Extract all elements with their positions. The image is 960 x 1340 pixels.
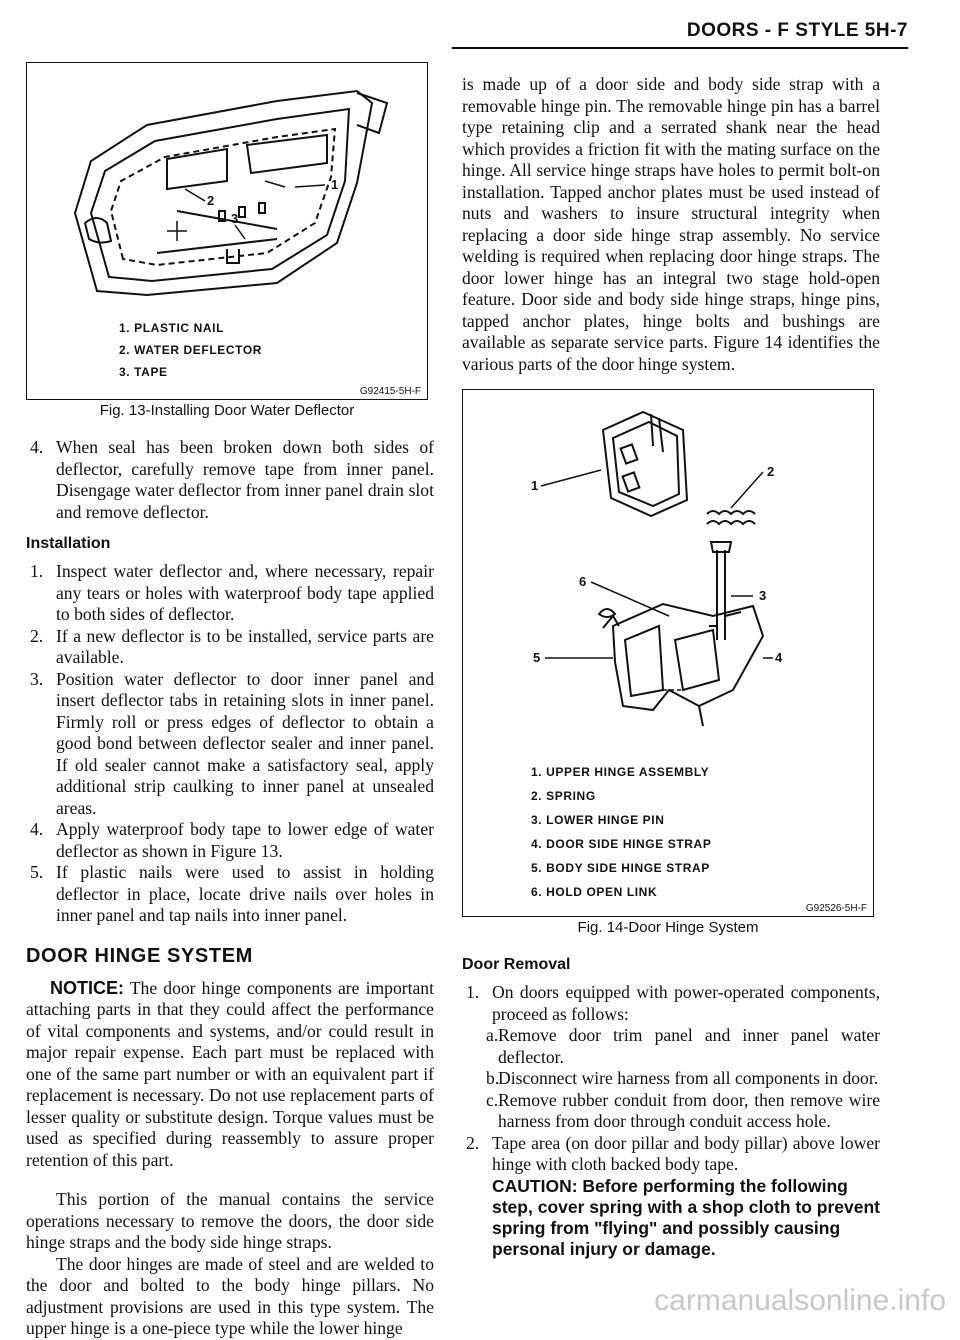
item-text: Apply waterproof body tape to lower edge of water deflector as shown in Figure 13. <box>56 819 434 861</box>
figure-13-box <box>26 62 428 400</box>
item-number: b. <box>486 1068 500 1088</box>
item-text: If plastic nails were used to assist in holding deflector in place, locate drive nails over holes in inner panel and tap nails into inner panel. <box>56 862 434 925</box>
door-deflector-illustration <box>27 63 427 303</box>
installation-heading: Installation <box>26 535 111 552</box>
fig14-legend-item: 6. HOLD OPEN LINK <box>531 885 658 899</box>
list-item <box>462 1025 880 1068</box>
item-number: c. <box>486 1089 499 1110</box>
notice-paragraph <box>26 978 434 1172</box>
left-column <box>26 62 434 1340</box>
fig13-code: G92415-5H-F <box>359 386 421 397</box>
list-item <box>462 1068 880 1090</box>
page-header: DOORS - F STYLE 5H-7 <box>686 20 908 41</box>
fig14-legend-item: 3. LOWER HINGE PIN <box>531 813 665 827</box>
list-item <box>26 669 434 820</box>
fig13-legend-item: 2. WATER DEFLECTOR <box>119 343 263 357</box>
fig14-callout-5: 5 <box>533 650 541 665</box>
fig14-callout-2: 2 <box>767 464 775 479</box>
fig14-callout-4: 4 <box>775 650 783 665</box>
fig13-legend-item: 1. PLASTIC NAIL <box>119 321 225 335</box>
fig14-caption: Fig. 14-Door Hinge System <box>577 919 759 936</box>
list-item <box>462 982 880 1025</box>
item-text: Remove door trim panel and inner panel water deflector. <box>498 1025 880 1067</box>
door-removal-list <box>462 982 880 1176</box>
item-number: 2. <box>30 625 44 646</box>
caution-notice: CAUTION: Before performing the following step, cover spring with a shop cloth to prevent spring from "flying" and possibly causing personal injury or damage. <box>492 1175 880 1259</box>
item-text: If a new deflector is to be installed, service parts are available. <box>56 625 434 667</box>
fig14-legend-item: 2. SPRING <box>531 789 596 803</box>
fig13-callout-2: 2 <box>207 193 215 208</box>
removal-steps <box>26 437 434 523</box>
fig13-caption: Fig. 13-Installing Door Water Deflector <box>99 402 355 419</box>
fig13-callout-1: 1 <box>331 177 339 192</box>
installation-list <box>26 561 434 927</box>
fig13-callout-3: 3 <box>231 211 239 226</box>
hinge-intro-paragraph: This portion of the manual contains the service operations necessary to remove the doors, the door side hinge straps and the body side hinge straps. <box>26 1189 434 1252</box>
list-item <box>462 1133 880 1176</box>
fig14-legend <box>531 760 873 904</box>
fig14-code: G92526-5H-F <box>805 903 867 914</box>
header-rule <box>452 47 908 49</box>
item-text: Tape area (on door pillar and body pillar) above lower hinge with cloth backed body tape. <box>492 1132 880 1174</box>
item-text: On doors equipped with power-operated components, proceed as follows: <box>492 982 880 1024</box>
item-number: 3. <box>30 668 44 689</box>
item-number: 4. <box>30 437 44 457</box>
notice-label: NOTICE: <box>50 977 124 998</box>
figure-14-box <box>462 389 874 917</box>
hinge-description-continued: is made up of a door side and body side strap with a removable hinge pin. The removable hinge pin has a barrel type retaining clip and a serrated shank near the head which provides a friction fit with the mating surface on the hinge. All service hinge straps have holes to permit bolt-on installation. Tapped anchor plates must be used instead of nuts and washers to insure structural integrity when replacing a door side hinge strap assembly. No service welding is required when replacing door hinge straps. The door lower hinge has an integral two stage hold-open feature. Door side and body side hinge straps, hinge pins, tapped anchor plates, hinge bolts and bushings are available as separate service parts. Figure 14 identifies the various parts of the door hinge system. <box>462 74 880 374</box>
fig14-legend-item: 5. BODY SIDE HINGE STRAP <box>531 861 710 875</box>
hinge-description-paragraph: The door hinges are made of steel and are welded to the door and bolted to the body hinge pillars. No adjustment provisions are used in this type system. The upper hinge is a one-piece type while the lower hinge <box>26 1253 434 1338</box>
fig14-callout-3: 3 <box>759 588 767 603</box>
fig14-callout-1: 1 <box>531 478 539 493</box>
list-item <box>26 561 434 626</box>
notice-text: The door hinge components are important attaching parts in that they could affect the performance of vital components and systems, and/or could result in major repair expense. Each part must be replaced with one of the same part number or with an equivalent part if replacement is necessary. Do not use replacement parts of lesser quality or substitute design. Torque values must be used as specified during reassembly to assure proper retention of this part. <box>26 977 434 1170</box>
right-column <box>462 74 880 1260</box>
item-text: Inspect water deflector and, where necessary, repair any tears or holes with waterproof body tape applied to both sides of deflector. <box>56 561 434 624</box>
item-number: 1. <box>466 982 480 1002</box>
fig14-legend-item: 4. DOOR SIDE HINGE STRAP <box>531 837 712 851</box>
item-text: Remove rubber conduit from door, then remove wire harness from door through conduit access hole. <box>498 1089 880 1131</box>
item-text: Position water deflector to door inner panel and insert deflector tabs in retaining slots in inner panel. Firmly roll or press edges of deflector to obtain a good bond between deflector sealer and inner panel. If old sealer cannot make a satisfactory seal, apply additional strip caulking to inner panel at unsealed areas. <box>56 668 434 818</box>
fig13-legend <box>119 317 427 383</box>
fig13-legend-item: 3. TAPE <box>119 365 168 379</box>
door-removal-heading: Door Removal <box>462 956 571 973</box>
fig14-legend-item: 1. UPPER HINGE ASSEMBLY <box>531 765 710 779</box>
list-item <box>26 437 434 523</box>
item-number: 2. <box>466 1132 480 1153</box>
item-number: a. <box>486 1025 499 1045</box>
item-number: 1. <box>30 561 44 581</box>
item-text: When seal has been broken down both sides of deflector, carefully remove tape from inner panel. Disengage water deflector from inner panel drain slot and remove deflector. <box>56 437 434 522</box>
list-item <box>26 862 434 927</box>
item-number: 5. <box>30 862 44 882</box>
door-hinge-illustration <box>463 390 873 740</box>
list-item <box>26 626 434 669</box>
watermark: carmanualsonline.info <box>654 1284 946 1317</box>
fig14-callout-6: 6 <box>579 574 587 589</box>
item-number: 4. <box>30 819 44 839</box>
list-item <box>26 819 434 862</box>
list-item <box>462 1090 880 1133</box>
item-text: Disconnect wire harness from all components in door. <box>498 1068 879 1088</box>
door-hinge-system-heading: DOOR HINGE SYSTEM <box>26 944 253 967</box>
